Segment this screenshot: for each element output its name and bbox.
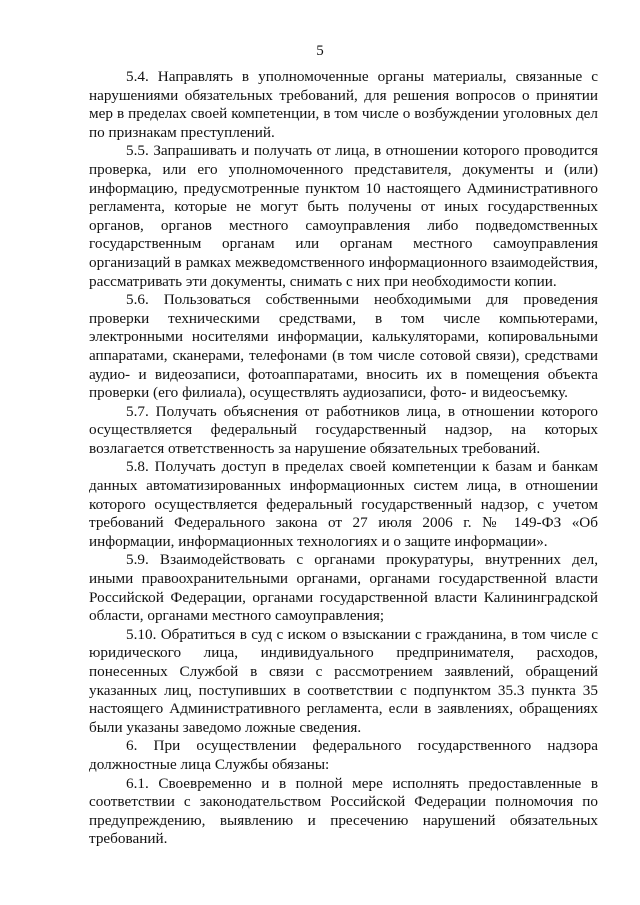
paragraph-5-10: 5.10. Обратиться в суд с иском о взыскании с гражданина, в том числе с юридического лица, индивидуального предпринимателя, расходов, понесенных Службой в связи с рассмотрением заявлений, обращений указанных лиц, поступивших в соответствии с подпунктом 35.3 пункта 35 настоящего Административного регламента, если в заявлениях, обращениях были указаны заведомо ложные сведения. <box>89 625 598 736</box>
paragraph-5-6: 5.6. Пользоваться собственными необходимыми для проведения проверки техническими средствами, в том числе компьютерами, электронными носителями информации, калькуляторами, копировальными аппаратами, сканерами, телефонами (в том числе сотовой связи), средствами аудио- и видеозаписи, фотоаппаратами, вносить их в помещения объекта проверки (его филиала), осуществлять аудиозаписи, фото- и видеосъемку. <box>89 291 598 402</box>
document-body <box>89 68 598 849</box>
paragraph-5-7: 5.7. Получать объяснения от работников лица, в отношении которого осуществляется федеральный государственный надзор, на которых возлагается ответственность за нарушение обязательных требований. <box>89 402 598 457</box>
paragraph-6-1: 6.1. Своевременно и в полной мере исполнять предоставленные в соответствии с законодательством Российской Федерации полномочия по предупреждению, выявлению и пресечению нарушений обязательных требований. <box>89 774 598 848</box>
paragraph-5-5: 5.5. Запрашивать и получать от лица, в отношении которого проводится проверка, или его уполномоченного представителя, документы и (или) информацию, предусмотренные пунктом 10 настоящего Административного регламента, которые не могут быть получены от иных государственных органов, органов местного самоуправления либо подведомственных государственным органам или органам местного самоуправления организаций в рамках межведомственного информационного взаимодействия, рассматривать эти документы, снимать с них при необходимости копии. <box>89 142 598 290</box>
paragraph-5-8: 5.8. Получать доступ в пределах своей компетенции к базам и банкам данных автоматизированных информационных систем лица, в отношении которого осуществляется федеральный государственный надзор, с учетом требований Федерального закона от 27 июля 2006 г. № 149-ФЗ «Об информации, информационных технологиях и о защите информации». <box>89 458 598 550</box>
paragraph-5-9: 5.9. Взаимодействовать с органами прокуратуры, внутренних дел, иными правоохранительными органами, органами государственной власти Российской Федерации, органами государственной власти Калининградской области, органами местного самоуправления; <box>89 551 598 625</box>
paragraph-5-4: 5.4. Направлять в уполномоченные органы материалы, связанные с нарушениями обязательных требований, для решения вопросов о принятии мер в пределах своей компетенции, в том числе о возбуждении уголовных дел по признакам преступлений. <box>89 68 598 141</box>
paragraph-6: 6. При осуществлении федерального государственного надзора должностные лица Службы обязаны: <box>89 737 598 773</box>
page-number: 5 <box>316 43 324 59</box>
